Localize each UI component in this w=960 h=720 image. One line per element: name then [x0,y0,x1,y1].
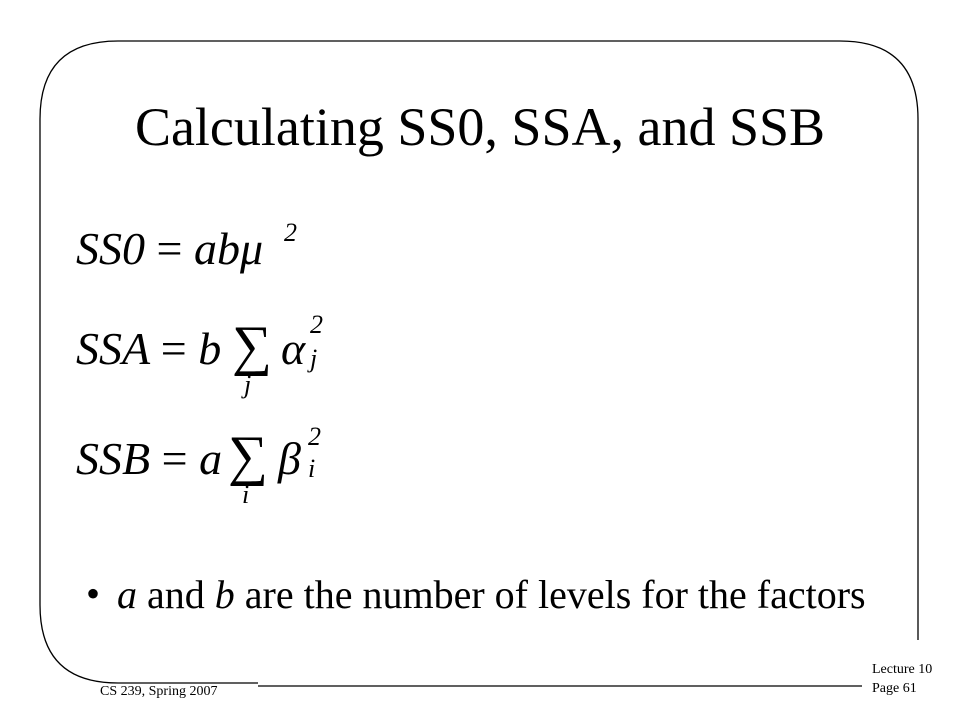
course-label: CS 239, Spring 2007 [100,684,218,699]
variable-b: b [214,572,235,617]
equation-coefficient: a [199,433,223,484]
equation-lhs: SSB [76,433,151,484]
slide-title: Calculating SS0, SSA, and SSB [134,97,826,157]
page-number: Page 61 [872,681,917,696]
equals-sign: = [161,433,188,484]
lecture-page-label [872,660,932,698]
subscript: j [310,344,318,373]
lecture-number: Lecture 10 [872,662,933,677]
bullet-and: and [137,572,215,617]
equation-ss0 [76,218,297,275]
equals-sign: = [156,223,183,274]
summation-index: i [242,480,250,509]
equation-coefficient: b [198,323,222,374]
equation-term: α [281,323,306,374]
summation-symbol: ∑ [228,425,268,487]
equation-term: β [278,433,301,484]
equation-lhs: SSA [76,323,150,374]
bullet-text [117,572,897,618]
bullet-rest: are the number of levels for the factors [234,572,866,617]
superscript: 2 [310,310,323,339]
summation-index: j [244,370,252,399]
superscript: 2 [308,422,321,451]
superscript: 2 [284,218,297,247]
equation-ssa [76,310,376,402]
variable-a: a [117,572,137,617]
subscript: i [308,454,316,483]
equation-rhs: abμ [193,223,264,274]
equation-lhs: SS0 [76,223,145,274]
equation-ssb [76,422,376,512]
bullet-marker: • [86,571,101,616]
summation-symbol: ∑ [232,315,272,377]
equals-sign: = [160,323,187,374]
